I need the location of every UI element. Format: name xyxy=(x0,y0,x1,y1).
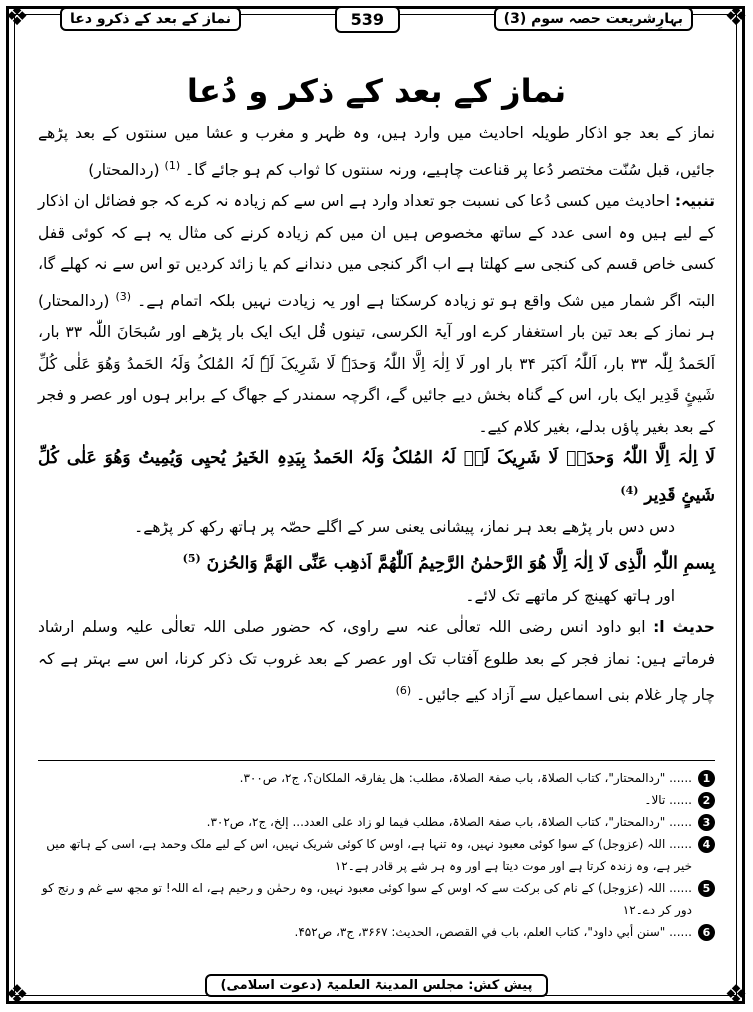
chapter-title: نماز کے بعد کے ذکرو دعا xyxy=(60,7,241,31)
book-title: بہارِشریعت حصہ سوم (3) xyxy=(494,7,693,31)
corner-ornament-icon: ❖ xyxy=(724,2,748,32)
page-number: 539 xyxy=(335,6,400,33)
tanbeeh-label: تنبیہ: xyxy=(674,192,715,211)
footnote-number: 5 xyxy=(698,880,715,897)
footnote-number: 6 xyxy=(698,924,715,941)
paragraph: حدیث ا: ابو داود انس رضی اللہ تعالٰی عنہ سے راوی، کہ حضور صلی اللہ تعالٰی علیہ وسلم ارشاد فرماتے ہیں: نماز فجر کے بعد طلوع آفتاب تک اور عصر کے بعد غروب تک ذکر کرنا، اس سے بہتر ہے کہ چار چار غلام بنی اسماعیل سے آزاد کیے جائیں۔ $^{(6)}$ xyxy=(38,618,715,705)
footnote: 1 ...... "ردالمحتار"، کتاب الصلاۃ، باب صفۃ الصلاۃ، مطلب: ھل یفارقہ الملکان؟، ج۲، ص۳۰۰. xyxy=(38,767,715,789)
paragraph: اور ہاتھ کھینچ کر ماتھے تک لائے۔ xyxy=(465,586,675,605)
publisher-credit: پیش کش: مجلس المدینۃ العلمیۃ (دعوت اسلامی) xyxy=(205,974,549,997)
footnote: 2 ...... تالا۔ xyxy=(38,789,715,811)
corner-ornament-icon: ❖ xyxy=(724,980,748,1010)
footnotes xyxy=(38,767,715,943)
paragraph: نماز کے بعد جو اذکار طویلہ احادیث میں وارد ہیں، وہ ظہر و مغرب و عشا میں سنتوں کے بعد پڑھے جائیں، قبل سُنّت مختصر دُعا پر قناعت چاہیے، ورنہ سنتوں کا ثواب کم ہو جائے گا۔ $^{(1)}$ (ردالمحتار) xyxy=(38,124,715,179)
footnote: 5 ...... اللہ (عزوجل) کے نام کی برکت سے کہ اوس کے سوا کوئی معبود نہیں، وہ رحمٰن و رحیم ہے، اے اللہ! تو مجھ سے غم و رنج کو دور کر دے۔۱۲ xyxy=(38,877,715,921)
footnote: 4 ...... اللہ (عزوجل) کے سوا کوئی معبود نہیں، وہ تنہا ہے، اوس کا کوئی شریک نہیں، اس کے لیے ملک وحمد ہے، اسی کے ہاتھ میں خیر ہے، وہ زندہ کرتا ہے اور موت دیتا ہے اور وہ ہر شے پر قادر ہے۔۱۲ xyxy=(38,833,715,877)
footnote: 3 ...... "ردالمحتار"، کتاب الصلاۃ، باب صفۃ الصلاۃ، مطلب فیما لو زاد علی العدد... إلخ، ج۲، ص۳۰۲. xyxy=(38,811,715,833)
hadith-label: حدیث ا: xyxy=(653,618,715,637)
page-header xyxy=(60,3,693,35)
arabic-dhikr: لَا اِلٰہَ اِلَّا اللّٰہُ وَحدَہٗ لَا شَرِیکَ لَہٗ لَہُ المُلکُ وَلَہُ الحَمدُ بِیَدِہِ الخَیرُ یُحیِی وَیُمِیتُ وَھُوَ عَلٰی کُلِّ شَیئٍ قَدِیر $^{(4)}$ xyxy=(38,448,715,506)
paragraph: دس دس بار پڑھے بعد ہر نماز، پیشانی یعنی سر کے اگلے حصّہ پر ہاتھ رکھ کر پڑھے۔ xyxy=(134,517,675,536)
page-title: نماز کے بعد کے ذکر و دُعا xyxy=(186,72,567,110)
footnote-number: 2 xyxy=(698,792,715,809)
corner-ornament-icon: ❖ xyxy=(5,2,29,32)
main-content xyxy=(38,72,715,712)
footnote-number: 1 xyxy=(698,770,715,787)
footnote-number: 3 xyxy=(698,814,715,831)
footnote-divider xyxy=(38,760,715,761)
arabic-dua: بِسمِ اللّٰہِ الَّذِی لَا اِلٰہَ اِلَّا ھُوَ الرَّحمٰنُ الرَّحِیمُ اَللّٰھُمَّ اَذھِب عَنِّی الھَمَّ وَالحُزنَ $^{(5)}$ xyxy=(182,552,715,575)
footnote-number: 4 xyxy=(698,836,715,853)
paragraph: تنبیہ: احادیث میں کسی دُعا کی نسبت جو تعداد وارد ہے اس سے کم زیادہ نہ کرے کہ جو فضائل ان اذکار کے لیے ہیں وہ اسی عدد کے ساتھ مخصوص ہیں ان میں کم زیادہ کرنے کی مثال یہ ہے کہ کوئی قفل کسی خاص قسم کی کنجی سے کھلتا ہے اب اگر کنجی میں دندانے کم یا زائد کردیں تو اس سے نہ کھلے گا، البتہ اگر شمار میں شک واقع ہو تو زیادہ کرسکتا ہے اور یہ زیادت نہیں بلکہ اتمام ہے۔ $^{(3)}$ (ردالمحتار) ہر نماز کے بعد تین بار استغفار کرے اور آیۃ الکرسی، تینوں قُل ایک ایک بار پڑھے اور سُبحَانَ اللّٰہ ۳۳ بار، اَلحَمدُ لِلّٰہ ۳۳ بار، اَللّٰہُ اَکبَر ۳۴ بار اور لَا اِلٰہَ اِلَّا اللّٰہُ وَحدَہٗ لَا شَرِیکَ لَہٗ لَہُ المُلکُ وَلَہُ الحَمدُ وَھُوَ عَلٰی کُلِّ شَیئٍ قَدِیر ایک بار، اس کے گناہ بخش دیے جائیں گے، اگرچہ سمندر کے جھاگ کے برابر ہوں اور عصر و فجر کے بعد بغیر پاؤں بدلے، بغیر کلام کیے۔ xyxy=(38,192,716,436)
footnote: 6 ...... "سنن أبي داود"، کتاب العلم، باب في القصص، الحدیث: ۳۶۶۷، ج۳، ص۴۵۲. xyxy=(38,921,715,943)
page-footer xyxy=(0,970,753,1000)
corner-ornament-icon: ❖ xyxy=(5,980,29,1010)
